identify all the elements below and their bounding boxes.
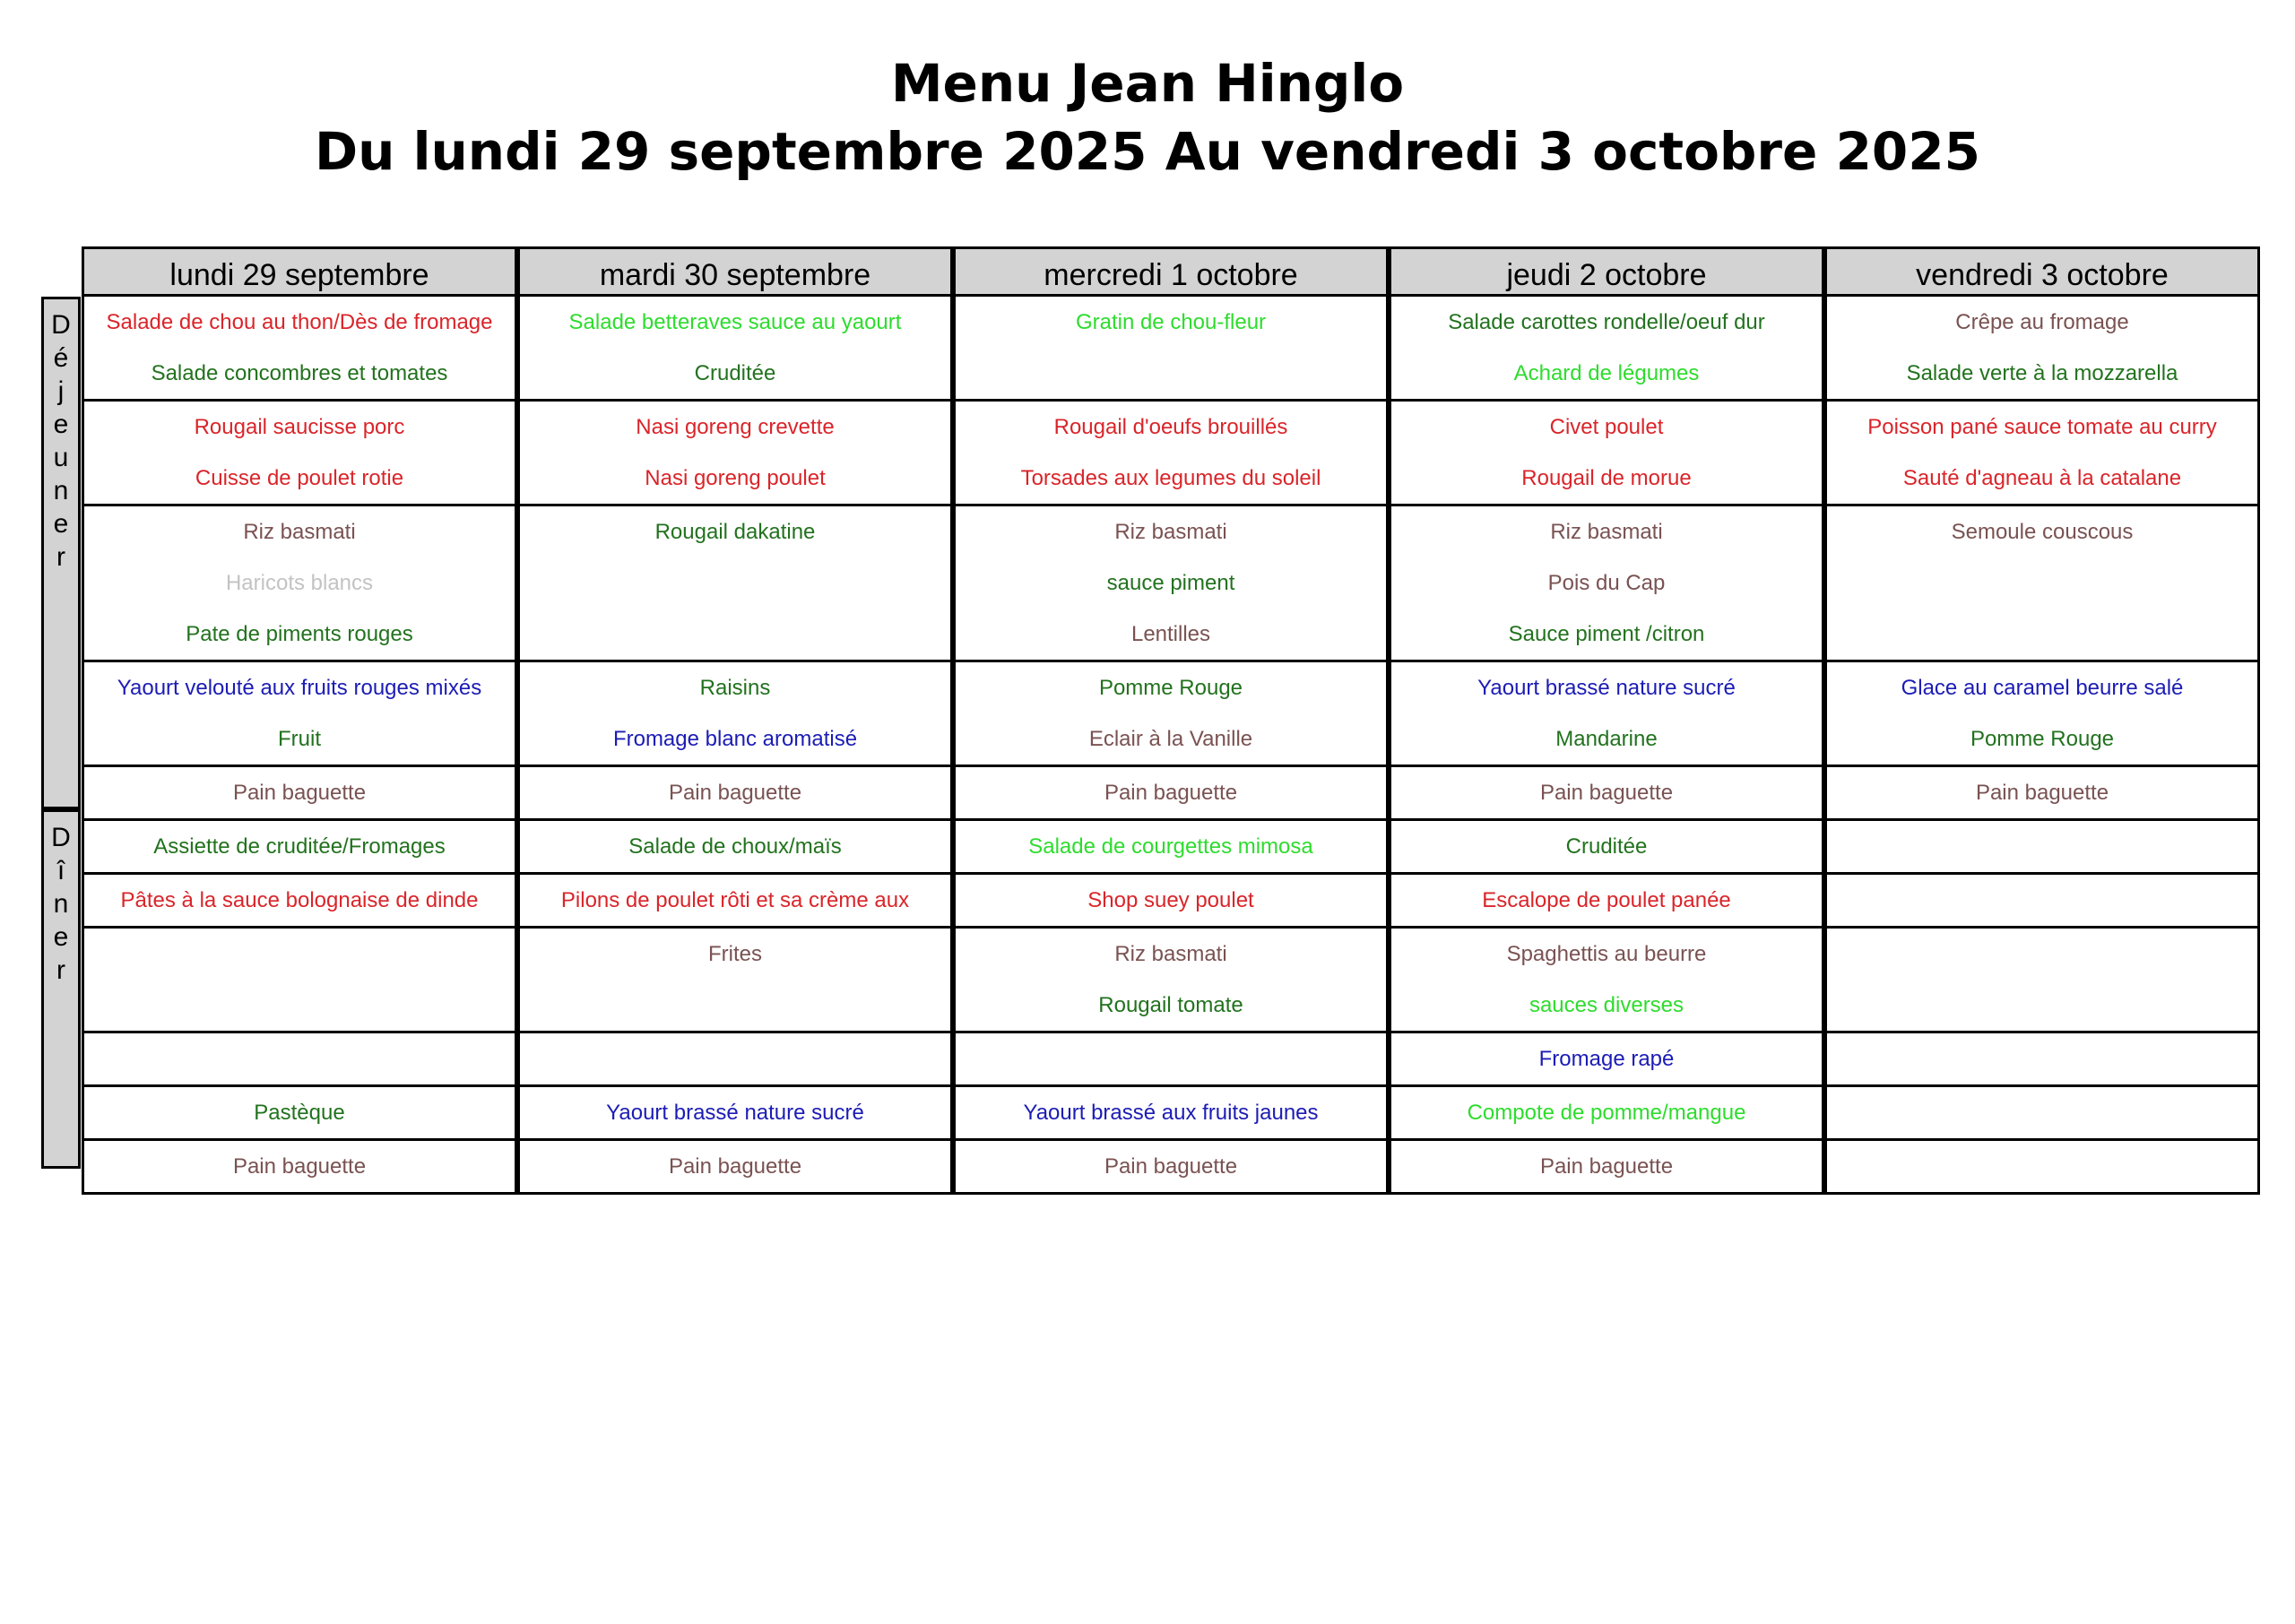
menu-item: Escalope de poulet panée <box>1482 888 1731 912</box>
menu-cell <box>82 1087 517 1141</box>
menu-row <box>82 875 2260 929</box>
menu-cell <box>517 1033 953 1087</box>
menu-cell <box>1824 1087 2260 1141</box>
menu-item: sauce piment <box>1106 571 1235 595</box>
menu-cell <box>1824 1141 2260 1195</box>
menu-item: Rougail saucisse porc <box>194 415 405 439</box>
menu-item: Haricots blancs <box>225 571 374 595</box>
menu-item: Salade betteraves sauce au yaourt <box>568 310 902 334</box>
menu-item: Pain baguette <box>668 1154 802 1179</box>
label-letter: n <box>53 476 69 505</box>
day-header-monday: lundi 29 septembre <box>82 246 517 297</box>
menu-cell <box>82 297 517 402</box>
menu-row <box>82 662 2260 767</box>
menu-item: Fromage rapé <box>1538 1047 1675 1071</box>
menu-row <box>82 1141 2260 1195</box>
menu-cell <box>953 402 1389 506</box>
menu-cell <box>82 875 517 929</box>
menu-item: Rougail tomate <box>1098 993 1243 1017</box>
menu-item: Nasi goreng crevette <box>636 415 835 439</box>
menu-cell <box>953 506 1389 662</box>
menu-cell <box>1389 821 1824 875</box>
menu-cell <box>1824 875 2260 929</box>
menu-item: Pastèque <box>254 1101 345 1125</box>
menu-cell <box>82 1141 517 1195</box>
menu-cell <box>953 662 1389 767</box>
dinner-section-label <box>41 809 81 1169</box>
menu-item: Pilons de poulet rôti et sa crème aux <box>560 888 910 912</box>
menu-item: Spaghettis au beurre <box>1506 942 1707 966</box>
lunch-section-label <box>41 297 81 809</box>
menu-item: Riz basmati <box>1114 520 1227 544</box>
menu-item: Yaourt brassé nature sucré <box>606 1101 864 1125</box>
menu-cell <box>517 402 953 506</box>
menu-item: Salade de choux/maïs <box>628 834 842 859</box>
page-title: Menu Jean Hinglo <box>890 53 1405 114</box>
menu-item: Salade concombres et tomates <box>151 361 448 385</box>
menu-cell <box>1824 297 2260 402</box>
page-subtitle: Du lundi 29 septembre 2025 Au vendredi 3 octobre 2025 <box>314 121 1980 182</box>
menu-item: Rougail dakatine <box>654 520 816 544</box>
menu-item: Fromage blanc aromatisé <box>612 727 858 751</box>
menu-cell <box>82 506 517 662</box>
menu-cell <box>517 506 953 662</box>
menu-cell <box>82 929 517 1033</box>
menu-item: Pain baguette <box>1104 1154 1238 1179</box>
menu-cell <box>517 1087 953 1141</box>
menu-cell <box>1824 1033 2260 1087</box>
menu-item: Yaourt brassé nature sucré <box>1477 676 1736 700</box>
menu-row <box>82 402 2260 506</box>
menu-cell <box>953 875 1389 929</box>
menu-item: Rougail d'oeufs brouillés <box>1053 415 1288 439</box>
menu-item: Raisins <box>699 676 771 700</box>
menu-item: Glace au caramel beurre salé <box>1901 676 2184 700</box>
menu-item: Yaourt brassé aux fruits jaunes <box>1023 1101 1319 1125</box>
menu-item: Pain baguette <box>668 781 802 805</box>
menu-item: Lentilles <box>1130 622 1211 646</box>
menu-item: Gratin de chou-fleur <box>1075 310 1267 334</box>
menu-item: Riz basmati <box>1114 942 1227 966</box>
menu-item: Salade carottes rondelle/oeuf dur <box>1448 310 1765 334</box>
label-letter: e <box>53 410 69 439</box>
menu-cell <box>1389 875 1824 929</box>
menu-item: Pain baguette <box>1975 781 2109 805</box>
menu-cell <box>1389 1033 1824 1087</box>
label-letter: î <box>56 856 65 885</box>
menu-cell <box>1389 1087 1824 1141</box>
menu-item: Salade verte à la mozzarella <box>1906 361 2178 385</box>
day-header-friday: vendredi 3 octobre <box>1824 246 2260 297</box>
menu-item: Pate de piments rouges <box>186 622 413 646</box>
menu-item: Nasi goreng poulet <box>645 466 826 490</box>
menu-cell <box>82 821 517 875</box>
menu-cell <box>517 929 953 1033</box>
menu-row <box>82 297 2260 402</box>
menu-item: Civet poulet <box>1549 415 1664 439</box>
label-letter: e <box>53 922 69 952</box>
menu-item: Pois du Cap <box>1547 571 1666 595</box>
label-letter: j <box>57 376 65 406</box>
menu-item: Cuisse de poulet rotie <box>195 466 404 490</box>
day-header-wednesday: mercredi 1 octobre <box>953 246 1389 297</box>
menu-item: Cruditée <box>1565 834 1648 859</box>
menu-item: Pomme Rouge <box>1098 676 1243 700</box>
menu-cell <box>1389 767 1824 821</box>
menu-cell <box>1389 506 1824 662</box>
menu-item: Assiette de cruditée/Fromages <box>153 834 446 859</box>
menu-cell <box>1824 662 2260 767</box>
menu-item: Cruditée <box>694 361 776 385</box>
menu-cell <box>953 297 1389 402</box>
menu-row <box>82 929 2260 1033</box>
menu-item: Salade de chou au thon/Dès de fromage <box>106 310 493 334</box>
menu-cell <box>953 821 1389 875</box>
menu-item: Salade de courgettes mimosa <box>1028 834 1313 859</box>
menu-item: Pain baguette <box>232 781 367 805</box>
menu-cell <box>82 1033 517 1087</box>
menu-row <box>82 506 2260 662</box>
menu-item: Crêpe au fromage <box>1955 310 2129 334</box>
label-letter: D <box>51 310 71 340</box>
menu-item: Pain baguette <box>1539 1154 1674 1179</box>
menu-cell <box>1824 767 2260 821</box>
menu-cell <box>953 767 1389 821</box>
menu-item: Shop suey poulet <box>1087 888 1254 912</box>
menu-cell <box>517 875 953 929</box>
label-letter: D <box>51 823 71 852</box>
menu-cell <box>82 402 517 506</box>
menu-row <box>82 1087 2260 1141</box>
menu-cell <box>1824 506 2260 662</box>
label-letter: e <box>53 509 69 539</box>
day-header-thursday: jeudi 2 octobre <box>1389 246 1824 297</box>
menu-cell <box>953 1033 1389 1087</box>
day-header-tuesday: mardi 30 septembre <box>517 246 953 297</box>
menu-item: Mandarine <box>1555 727 1658 751</box>
menu-item: Poisson pané sauce tomate au curry <box>1867 415 2217 439</box>
menu-cell <box>1389 662 1824 767</box>
label-letter: u <box>53 443 69 472</box>
menu-item: Torsades aux legumes du soleil <box>1020 466 1321 490</box>
menu-item: Pâtes à la sauce bolognaise de dinde <box>120 888 479 912</box>
menu-item: Yaourt velouté aux fruits rouges mixés <box>117 676 482 700</box>
menu-cell <box>1389 297 1824 402</box>
menu-cell <box>1389 929 1824 1033</box>
menu-cell <box>1824 821 2260 875</box>
menu-item: Fruit <box>278 727 321 751</box>
menu-item: Semoule couscous <box>1951 520 2134 544</box>
label-letter: r <box>56 542 65 572</box>
menu-item: Frites <box>708 942 762 966</box>
menu-cell <box>1389 402 1824 506</box>
menu-row <box>82 821 2260 875</box>
menu-item: Achard de légumes <box>1513 361 1700 385</box>
menu-item: Eclair à la Vanille <box>1088 727 1253 751</box>
menu-item: Riz basmati <box>243 520 356 544</box>
menu-item: Compote de pomme/mangue <box>1467 1101 1746 1125</box>
menu-cell <box>517 1141 953 1195</box>
menu-cell <box>517 767 953 821</box>
menu-cell <box>1824 402 2260 506</box>
label-letter: é <box>53 343 69 373</box>
menu-cell <box>953 1141 1389 1195</box>
menu-item: Pomme Rouge <box>1970 727 2115 751</box>
menu-item: Riz basmati <box>1550 520 1663 544</box>
menu-cell <box>953 1087 1389 1141</box>
menu-item: Pain baguette <box>1104 781 1238 805</box>
menu-row <box>82 1033 2260 1087</box>
menu-item: Sauce piment /citron <box>1508 622 1705 646</box>
menu-item: Pain baguette <box>232 1154 367 1179</box>
menu-item: Sauté d'agneau à la catalane <box>1902 466 2182 490</box>
menu-item: Pain baguette <box>1539 781 1674 805</box>
menu-cell <box>1389 1141 1824 1195</box>
menu-cell <box>82 767 517 821</box>
label-letter: r <box>56 955 65 985</box>
label-letter: n <box>53 889 69 919</box>
menu-cell <box>1824 929 2260 1033</box>
menu-cell <box>517 662 953 767</box>
menu-item: sauces diverses <box>1529 993 1684 1017</box>
menu-cell <box>953 929 1389 1033</box>
menu-row <box>82 767 2260 821</box>
menu-cell <box>517 821 953 875</box>
menu-cell <box>82 662 517 767</box>
menu-cell <box>517 297 953 402</box>
menu-item: Rougail de morue <box>1521 466 1692 490</box>
